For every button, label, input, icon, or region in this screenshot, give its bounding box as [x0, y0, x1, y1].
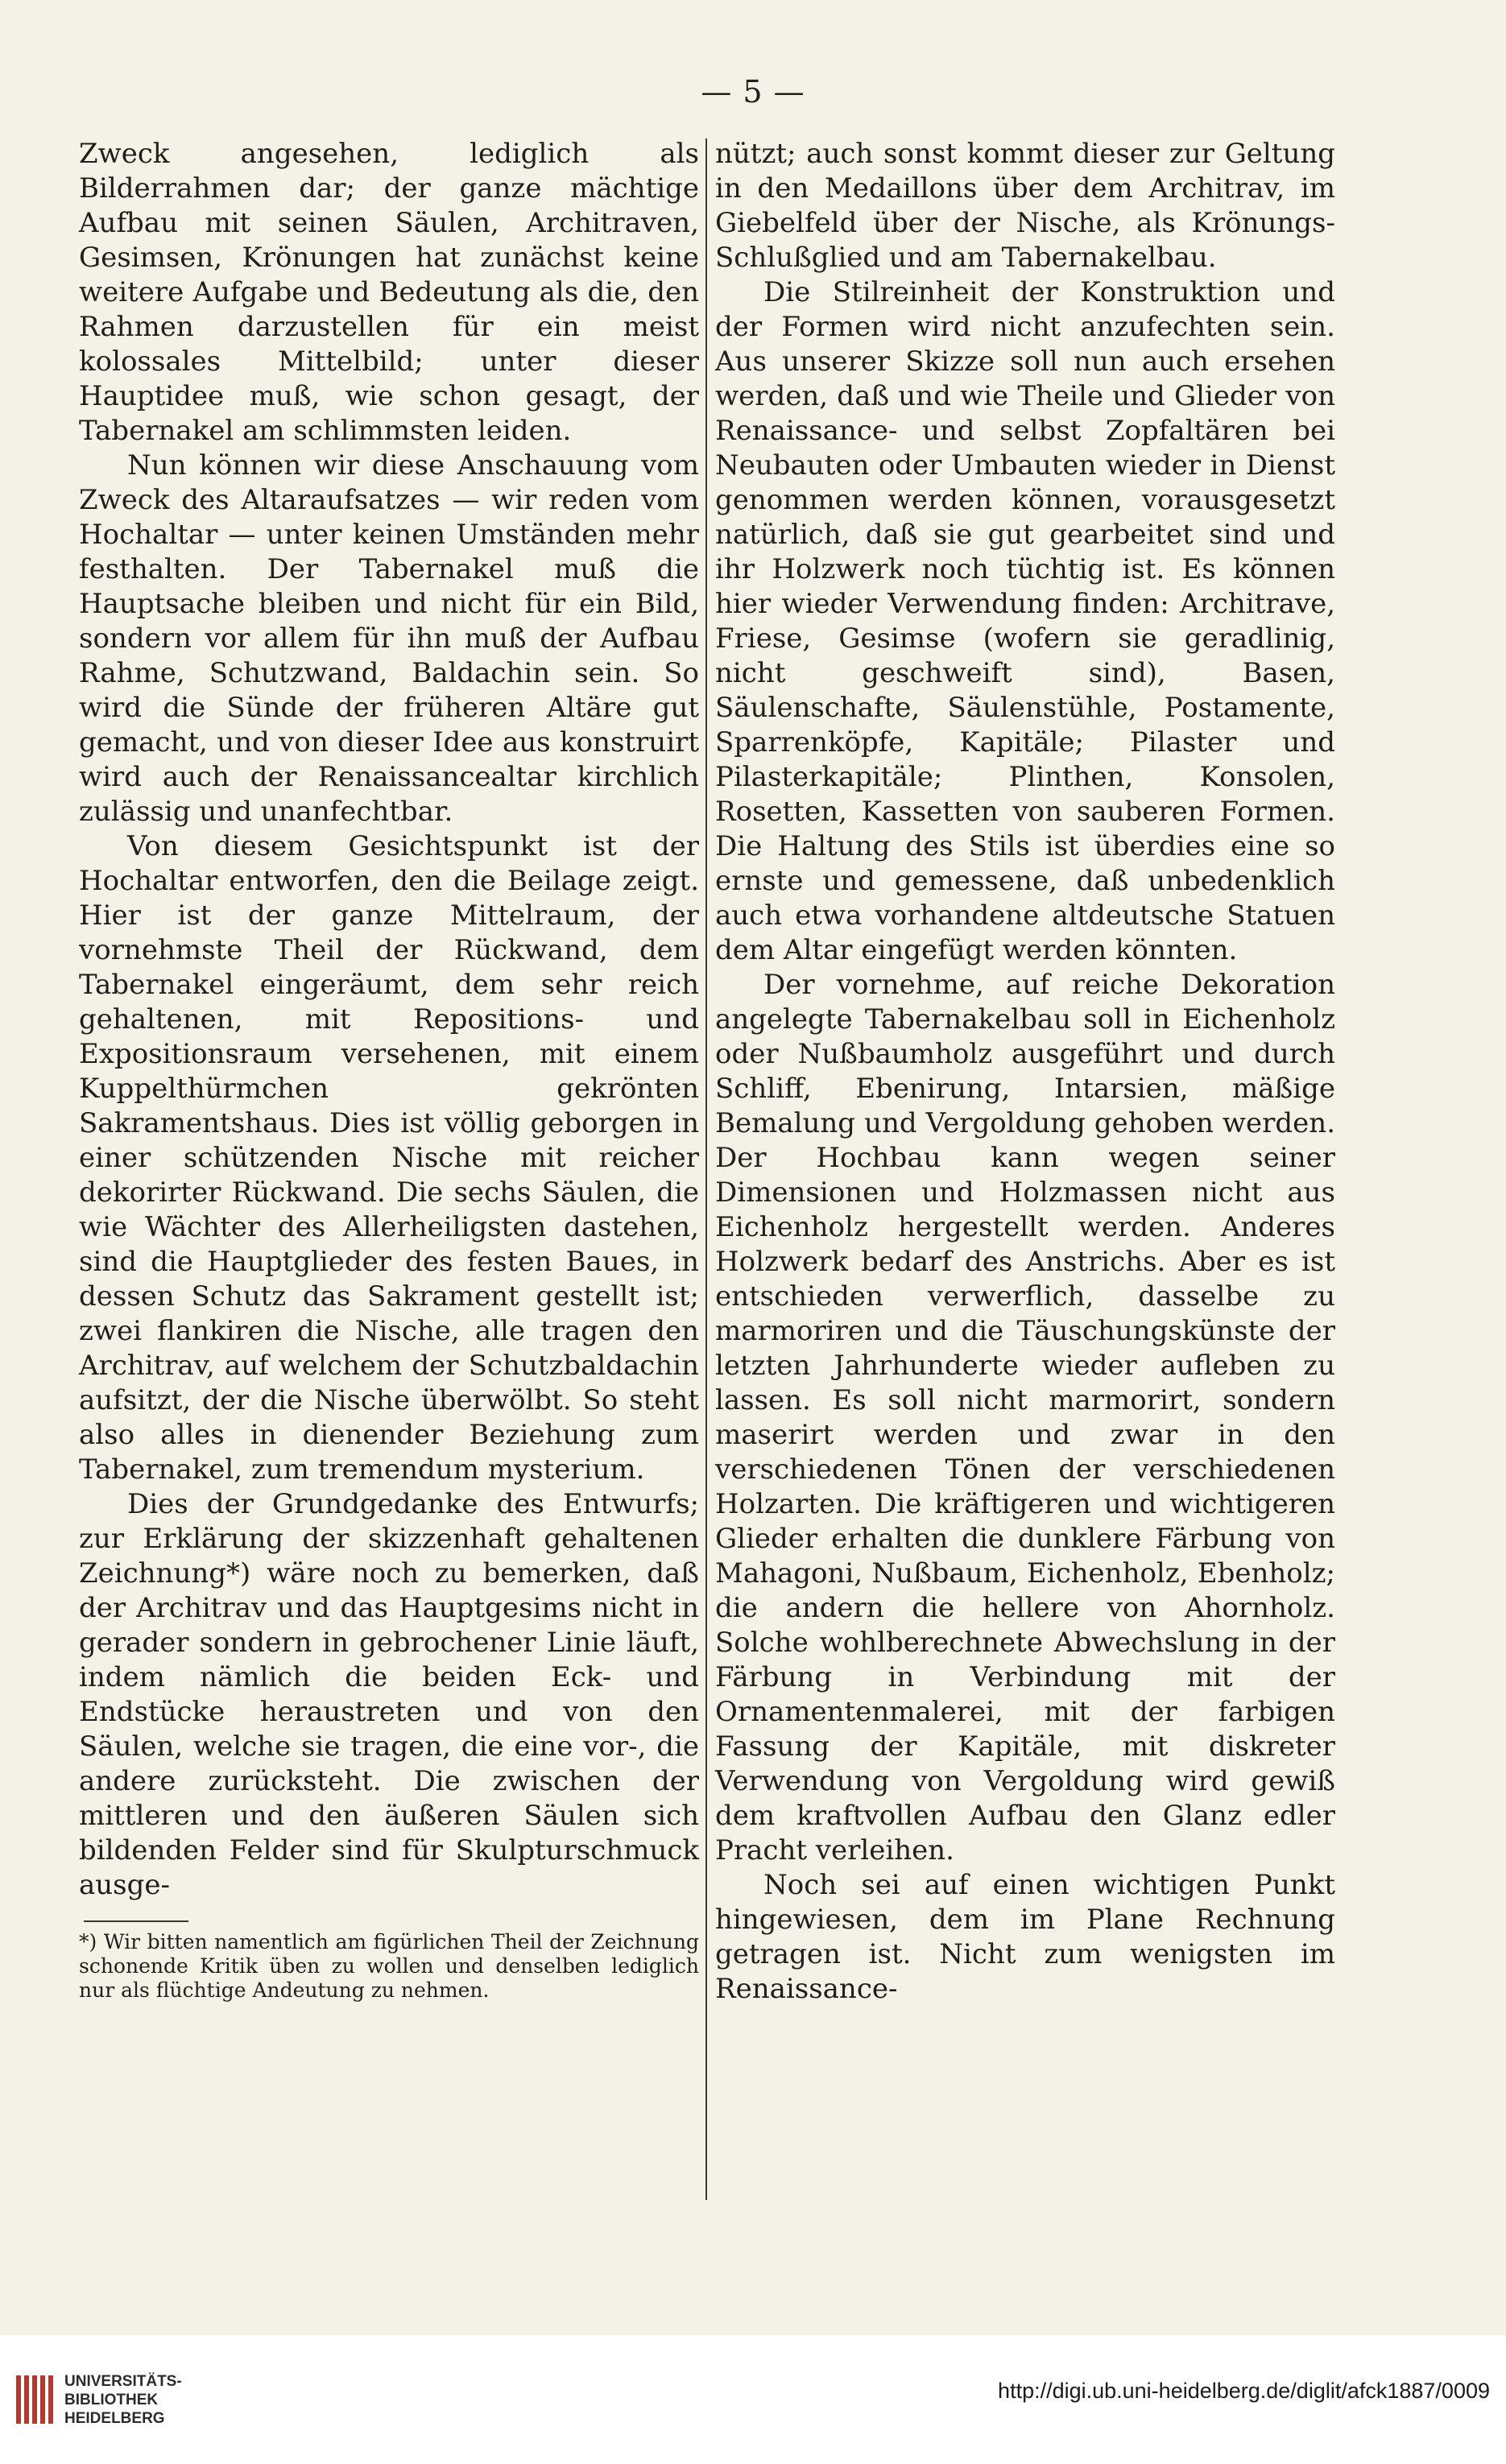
right-column — [715, 137, 1335, 2007]
library-name-line: UNIVERSITÄTS- — [64, 2373, 182, 2390]
paragraph: nützt; auch sonst kommt dieser zur Geltung in den Medaillons über dem Architrav, im Giebelfeld über der Nische, als Krönungs-Schlußglied und am Tabernakelbau. — [715, 138, 1335, 274]
footnote: *) Wir bitten namentlich am figürlichen Theil der Zeichnung schonende Kritik üben zu wollen und denselben lediglich nur als flüchtige Andeutung zu nehmen. — [79, 1930, 699, 2002]
paragraph: Der vornehme, auf reiche Dekoration angelegte Tabernakelbau soll in Eichenholz oder Nußbaumholz ausgeführt und durch Schliff, Ebenirung, Intarsien, mäßige Bemalung und Vergoldung gehoben werden. Der Hochbau kann wegen seiner Dimensionen und Holzmassen nicht aus Eichenholz hergestellt werden. Anderes Holzwerk bedarf des Anstrichs. Aber es ist entschieden verwerflich, dasselbe zu marmoriren und die Täuschungskünste der letzten Jahrhunderte wieder aufleben zu lassen. Es soll nicht marmorirt, sondern maserirt werden und zwar in den verschiedenen Tönen der verschiedenen Holzarten. Die kräftigeren und wichtigeren Glieder erhalten die dunklere Färbung von Mahagoni, Nußbaum, Eichenholz, Ebenholz; die andern die hellere von Ahornholz. Solche wohlberechnete Abwechslung in der Färbung in Verbindung mit der Ornamentenmalerei, mit der farbigen Fassung der Kapitäle, mit diskreter Verwendung von Vergoldung wird gewiß dem kraftvollen Aufbau den Glanz edler Pracht verleihen. — [715, 969, 1335, 1867]
column-divider — [705, 138, 707, 2200]
viewer-footer — [0, 2335, 1506, 2464]
paragraph: Die Stilreinheit der Konstruktion und der Formen wird nicht anzufechten sein. Aus unserer Skizze soll nun auch ersehen werden, daß und wie Theile und Glieder von Renaissance- und selbst Zopfaltären bei Neubauten oder Umbauten wieder in Dienst genommen werden können, vorausgesetzt natürlich, daß sie gut gearbeitet sind und ihr Holzwerk noch tüchtig ist. Es können hier wieder Verwendung finden: Architrave, Friese, Gesimse (wofern sie geradlinig, nicht geschweift sind), Basen, Säulenschafte, Säulenstühle, Postamente, Sparrenköpfe, Kapitäle; Pilaster und Pilasterkapitäle; Plinthen, Konsolen, Rosetten, Kassetten von sauberen Formen. Die Haltung des Stils ist überdies eine so ernste und gemessene, daß unbedenklich auch etwa vorhandene altdeutsche Statuen dem Altar eingefügt werden könnten. — [715, 276, 1335, 966]
library-name — [64, 2372, 182, 2428]
paragraph: Zweck angesehen, lediglich als Bilderrahmen dar; der ganze mächtige Aufbau mit seinen Säulen, Architraven, Gesimsen, Krönungen hat zunächst keine weitere Aufgabe und Bedeutung als die, den Rahmen darzustellen für ein meist kolossales Mittelbild; unter dieser Hauptidee muß, wie schon gesagt, der Tabernakel am schlimmsten leiden. — [79, 138, 699, 447]
library-logo[interactable] — [16, 2372, 193, 2433]
page-number: — 5 — — [701, 74, 805, 110]
library-name-line: HEIDELBERG — [64, 2410, 165, 2427]
paragraph: Von diesem Gesichtspunkt ist der Hochaltar entworfen, den die Beilage zeigt. Hier ist der ganze Mittelraum, der vornehmste Theil der Rückwand, dem Tabernakel eingeräumt, dem sehr reich gehaltenen, mit Repositions- und Expositionsraum versehenen, mit einem Kuppelthürmchen gekrönten Sakramentshaus. Dies ist völlig geborgen in einer schützenden Nische mit reicher dekorirter Rückwand. Die sechs Säulen, die wie Wächter des Allerheiligsten dastehen, sind die Hauptglieder des festen Baues, in dessen Schutz das Sakrament gestellt ist; zwei flankiren die Nische, alle tragen den Architrav, auf welchem der Schutzbaldachin aufsitzt, der die Nische überwölbt. So steht also alles in dienender Beziehung zum Tabernakel, zum tremendum mysterium. — [79, 830, 699, 1486]
source-url-link[interactable]: http://digi.ub.uni-heidelberg.de/diglit/afck1887/0009 — [998, 2379, 1490, 2403]
paragraph: Dies der Grundgedanke des Entwurfs; zur Erklärung der skizzenhaft gehaltenen Zeichnung*) wäre noch zu bemerken, daß der Architrav und das Hauptgesims nicht in gerader sondern in gebrochener Linie läuft, indem nämlich die beiden Eck- und Endstücke heraustreten und von den Säulen, welche sie tragen, die eine vor-, die andere zurücksteht. Die zwischen der mittleren und den äußeren Säulen sich bildenden Felder sind für Skulpturschmuck ausge- — [79, 1488, 699, 1901]
paragraph: Noch sei auf einen wichtigen Punkt hingewiesen, dem im Plane Rechnung getragen ist. Nicht zum wenigsten im Renaissance- — [715, 1869, 1335, 2005]
footnote-divider — [84, 1920, 188, 1922]
left-column — [79, 137, 699, 2003]
library-emblem-icon — [16, 2375, 53, 2424]
paragraph: Nun können wir diese Anschauung vom Zweck des Altaraufsatzes — wir reden vom Hochaltar — unter keinen Umständen mehr festhalten. Der Tabernakel muß die Hauptsache bleiben und nicht für ein Bild, sondern vor allem für ihn muß der Aufbau Rahme, Schutzwand, Baldachin sein. So wird die Sünde der früheren Altäre gut gemacht, und von dieser Idee aus konstruirt wird auch der Renaissancealtar kirchlich zulässig und unanfechtbar. — [79, 449, 699, 828]
library-name-line: BIBLIOTHEK — [64, 2392, 159, 2408]
